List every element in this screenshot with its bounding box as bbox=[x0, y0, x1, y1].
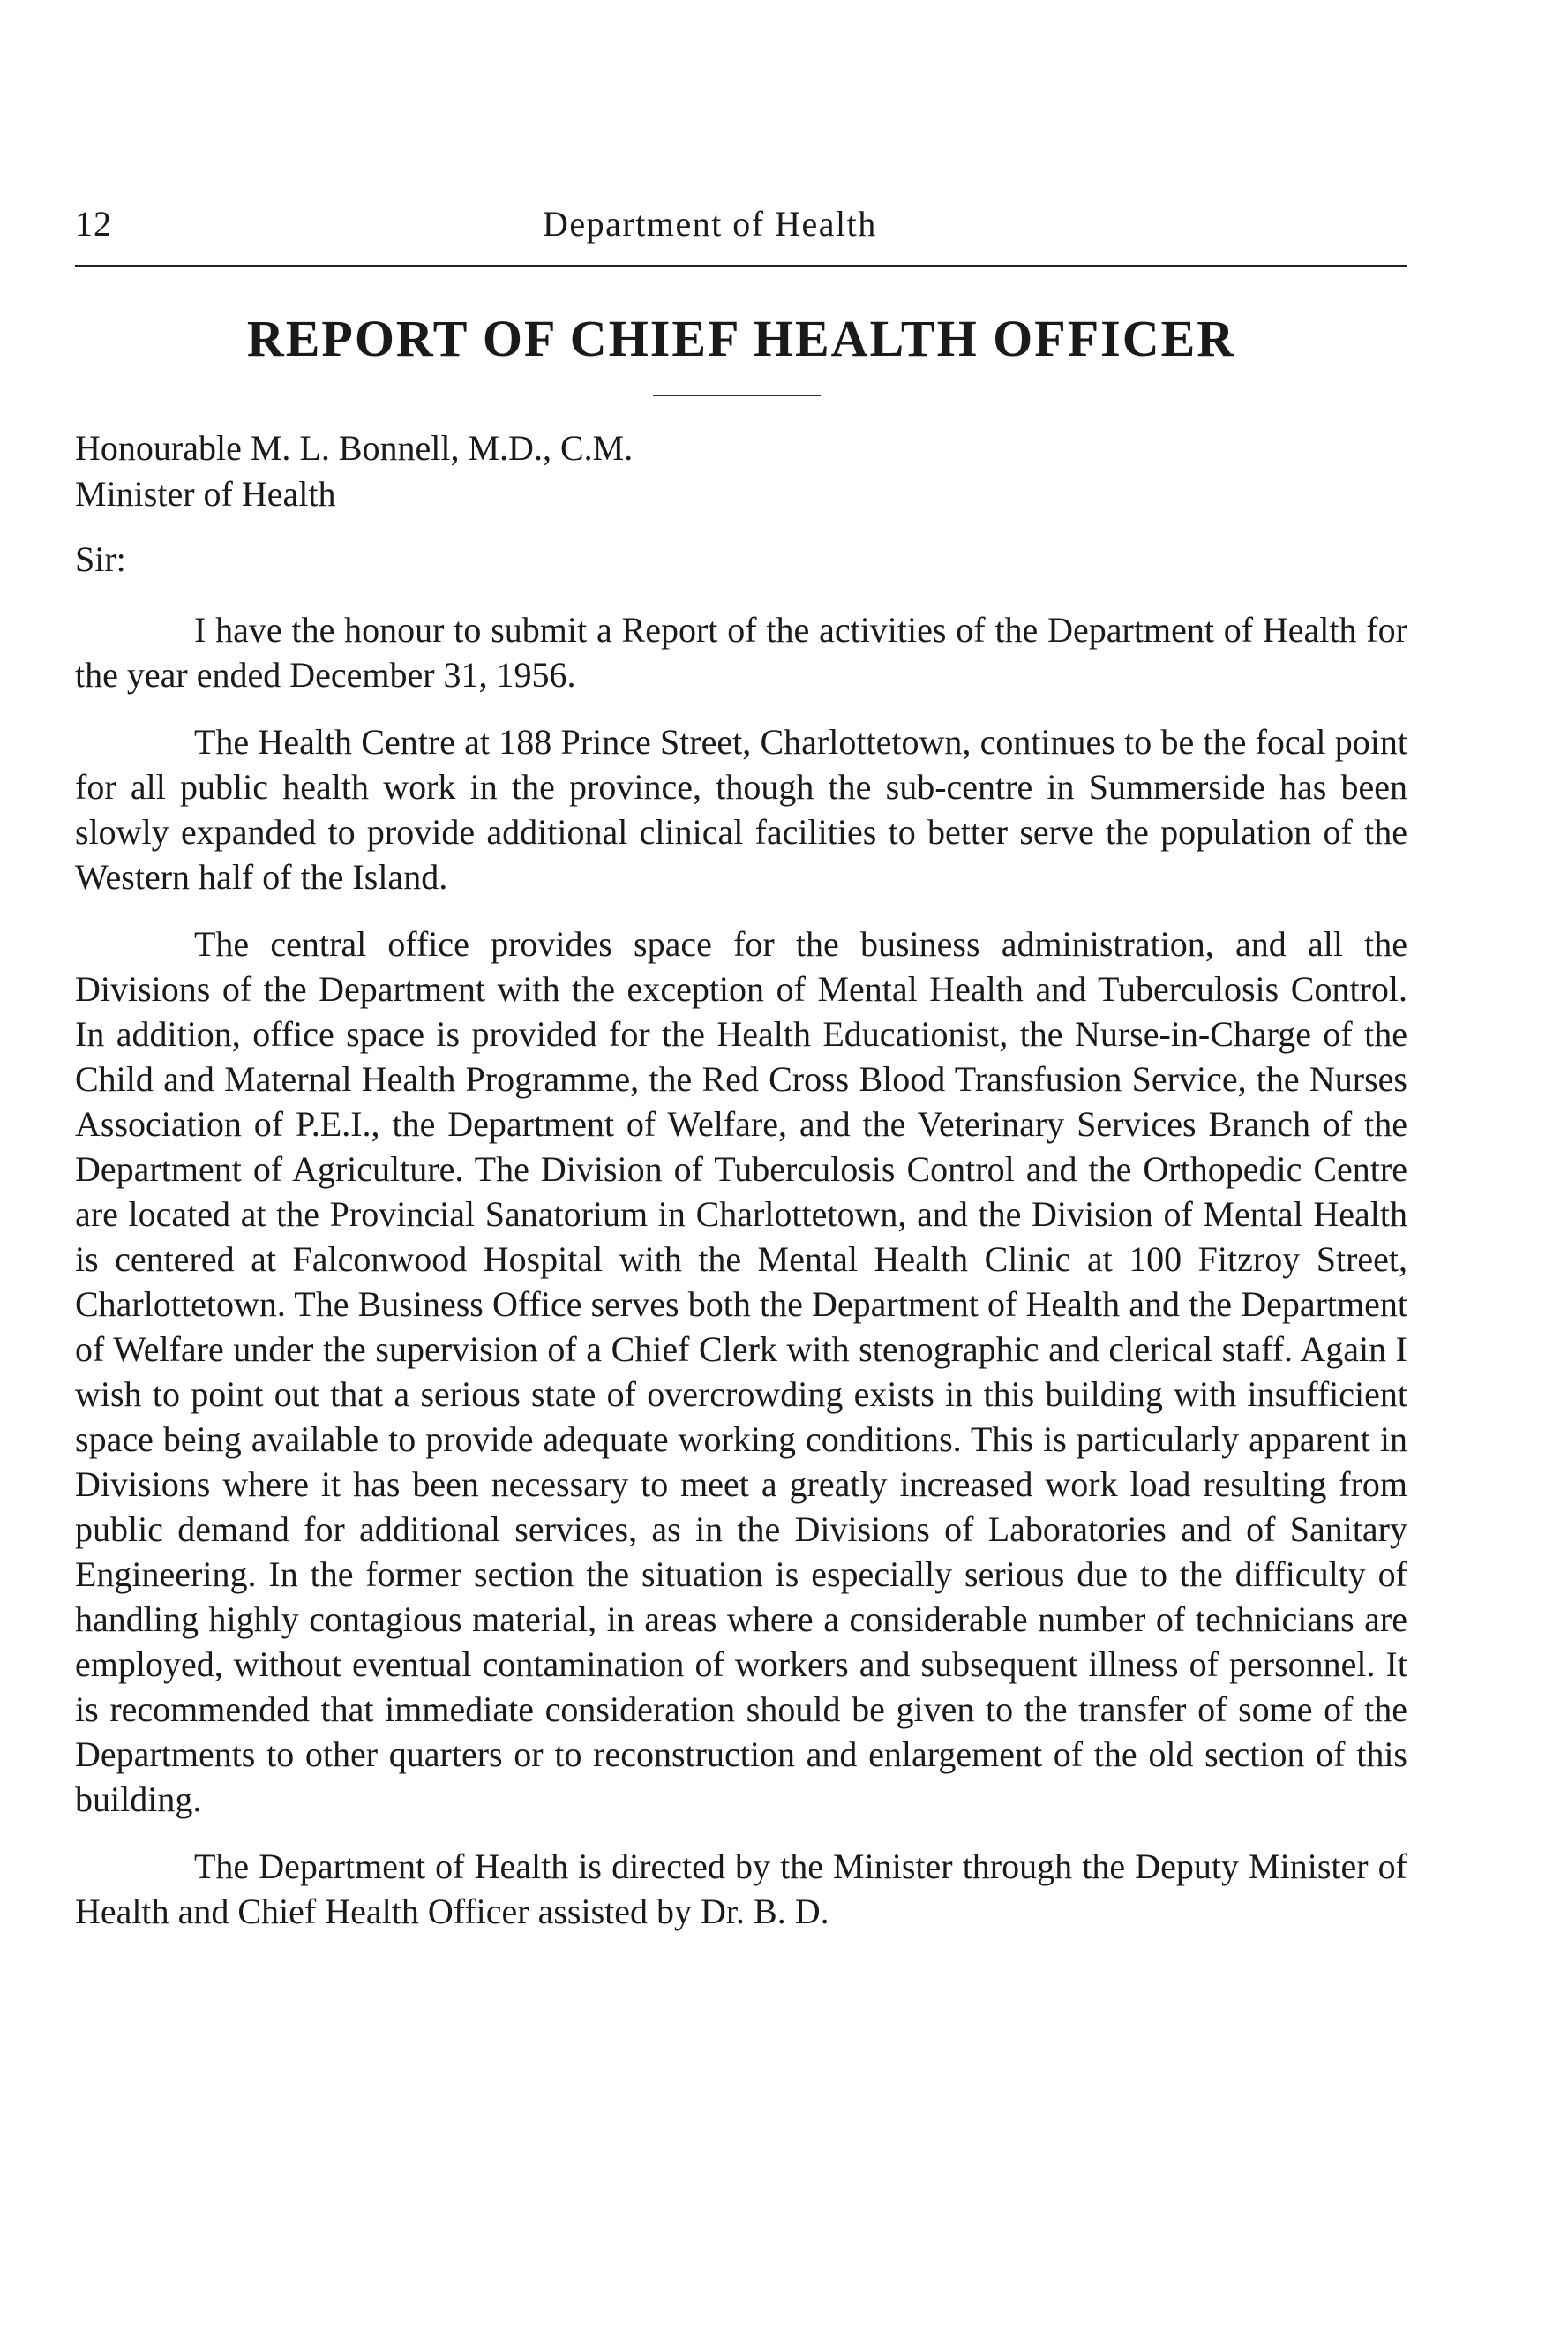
addressee-block bbox=[75, 425, 1407, 517]
paragraph: The Health Centre at 188 Prince Street, Charlottetown, continues to be the focal point for all public health work in the province, though the sub-centre in Summerside has been slowly expanded to provide additional clinical facilities to better serve the population of the Western half of the Island. bbox=[75, 722, 1407, 897]
report-title: REPORT OF CHIEF HEALTH OFFICER bbox=[246, 310, 1236, 367]
addressee-position: Minister of Health bbox=[75, 474, 336, 514]
report-body bbox=[75, 607, 1407, 1956]
running-title: Department of Health bbox=[543, 204, 877, 244]
paragraph: The Department of Health is directed by the Minister through the Deputy Minister of Health and Chief Health Officer assisted by Dr. B. D. bbox=[75, 1846, 1407, 1931]
addressee-name: Honourable M. L. Bonnell, M.D., C.M. bbox=[75, 428, 634, 468]
running-header bbox=[75, 203, 1407, 256]
salutation: Sir: bbox=[75, 539, 126, 579]
title-divider bbox=[653, 395, 821, 396]
page-number: 12 bbox=[75, 204, 112, 244]
paragraph: The central office provides space for the business administration, and all the Divisions of the Department with the exception of Mental Health and Tuberculosis Control. In addition, office space is provided for the Health Educationist, the Nurse-in-Charge of the Child and Maternal Health Programme, the Red Cross Blood Transfusion Service, the Nurses Association of P.E.I., the Department of Welfare, and the Veterinary Services Branch of the Department of Agriculture. The Division of Tuberculosis Control and the Orthopedic Centre are located at the Provincial Sanatorium in Charlottetown, and the Division of Mental Health is centered at Falconwood Hospital with the Mental Health Clinic at 100 Fitzroy Street, Charlottetown. The Business Office serves both the Department of Health and the Department of Welfare under the supervision of a Chief Clerk with stenographic and clerical staff. Again I wish to point out that a serious state of overcrowding exists in this building with insufficient space being available to provide adequate working conditions. This is particularly apparent in Divisions where it has been necessary to meet a greatly increased work load resulting from public demand for additional services, as in the Divisions of Laboratories and of Sanitary Engineering. In the former section the situation is especially serious due to the difficulty of handling highly contagious material, in areas where a considerable number of technicians are employed, without eventual contamination of workers and subsequent illness of personnel. It is recommended that immediate consideration should be given to the transfer of some of the Departments to other quarters or to reconstruction and enlargement of the old section of this building. bbox=[75, 924, 1407, 1819]
document-page bbox=[75, 203, 1407, 1931]
paragraph: I have the honour to submit a Report of the activities of the Department of Health for the year ended December 31, 1956. bbox=[75, 610, 1407, 695]
header-rule bbox=[75, 265, 1407, 267]
